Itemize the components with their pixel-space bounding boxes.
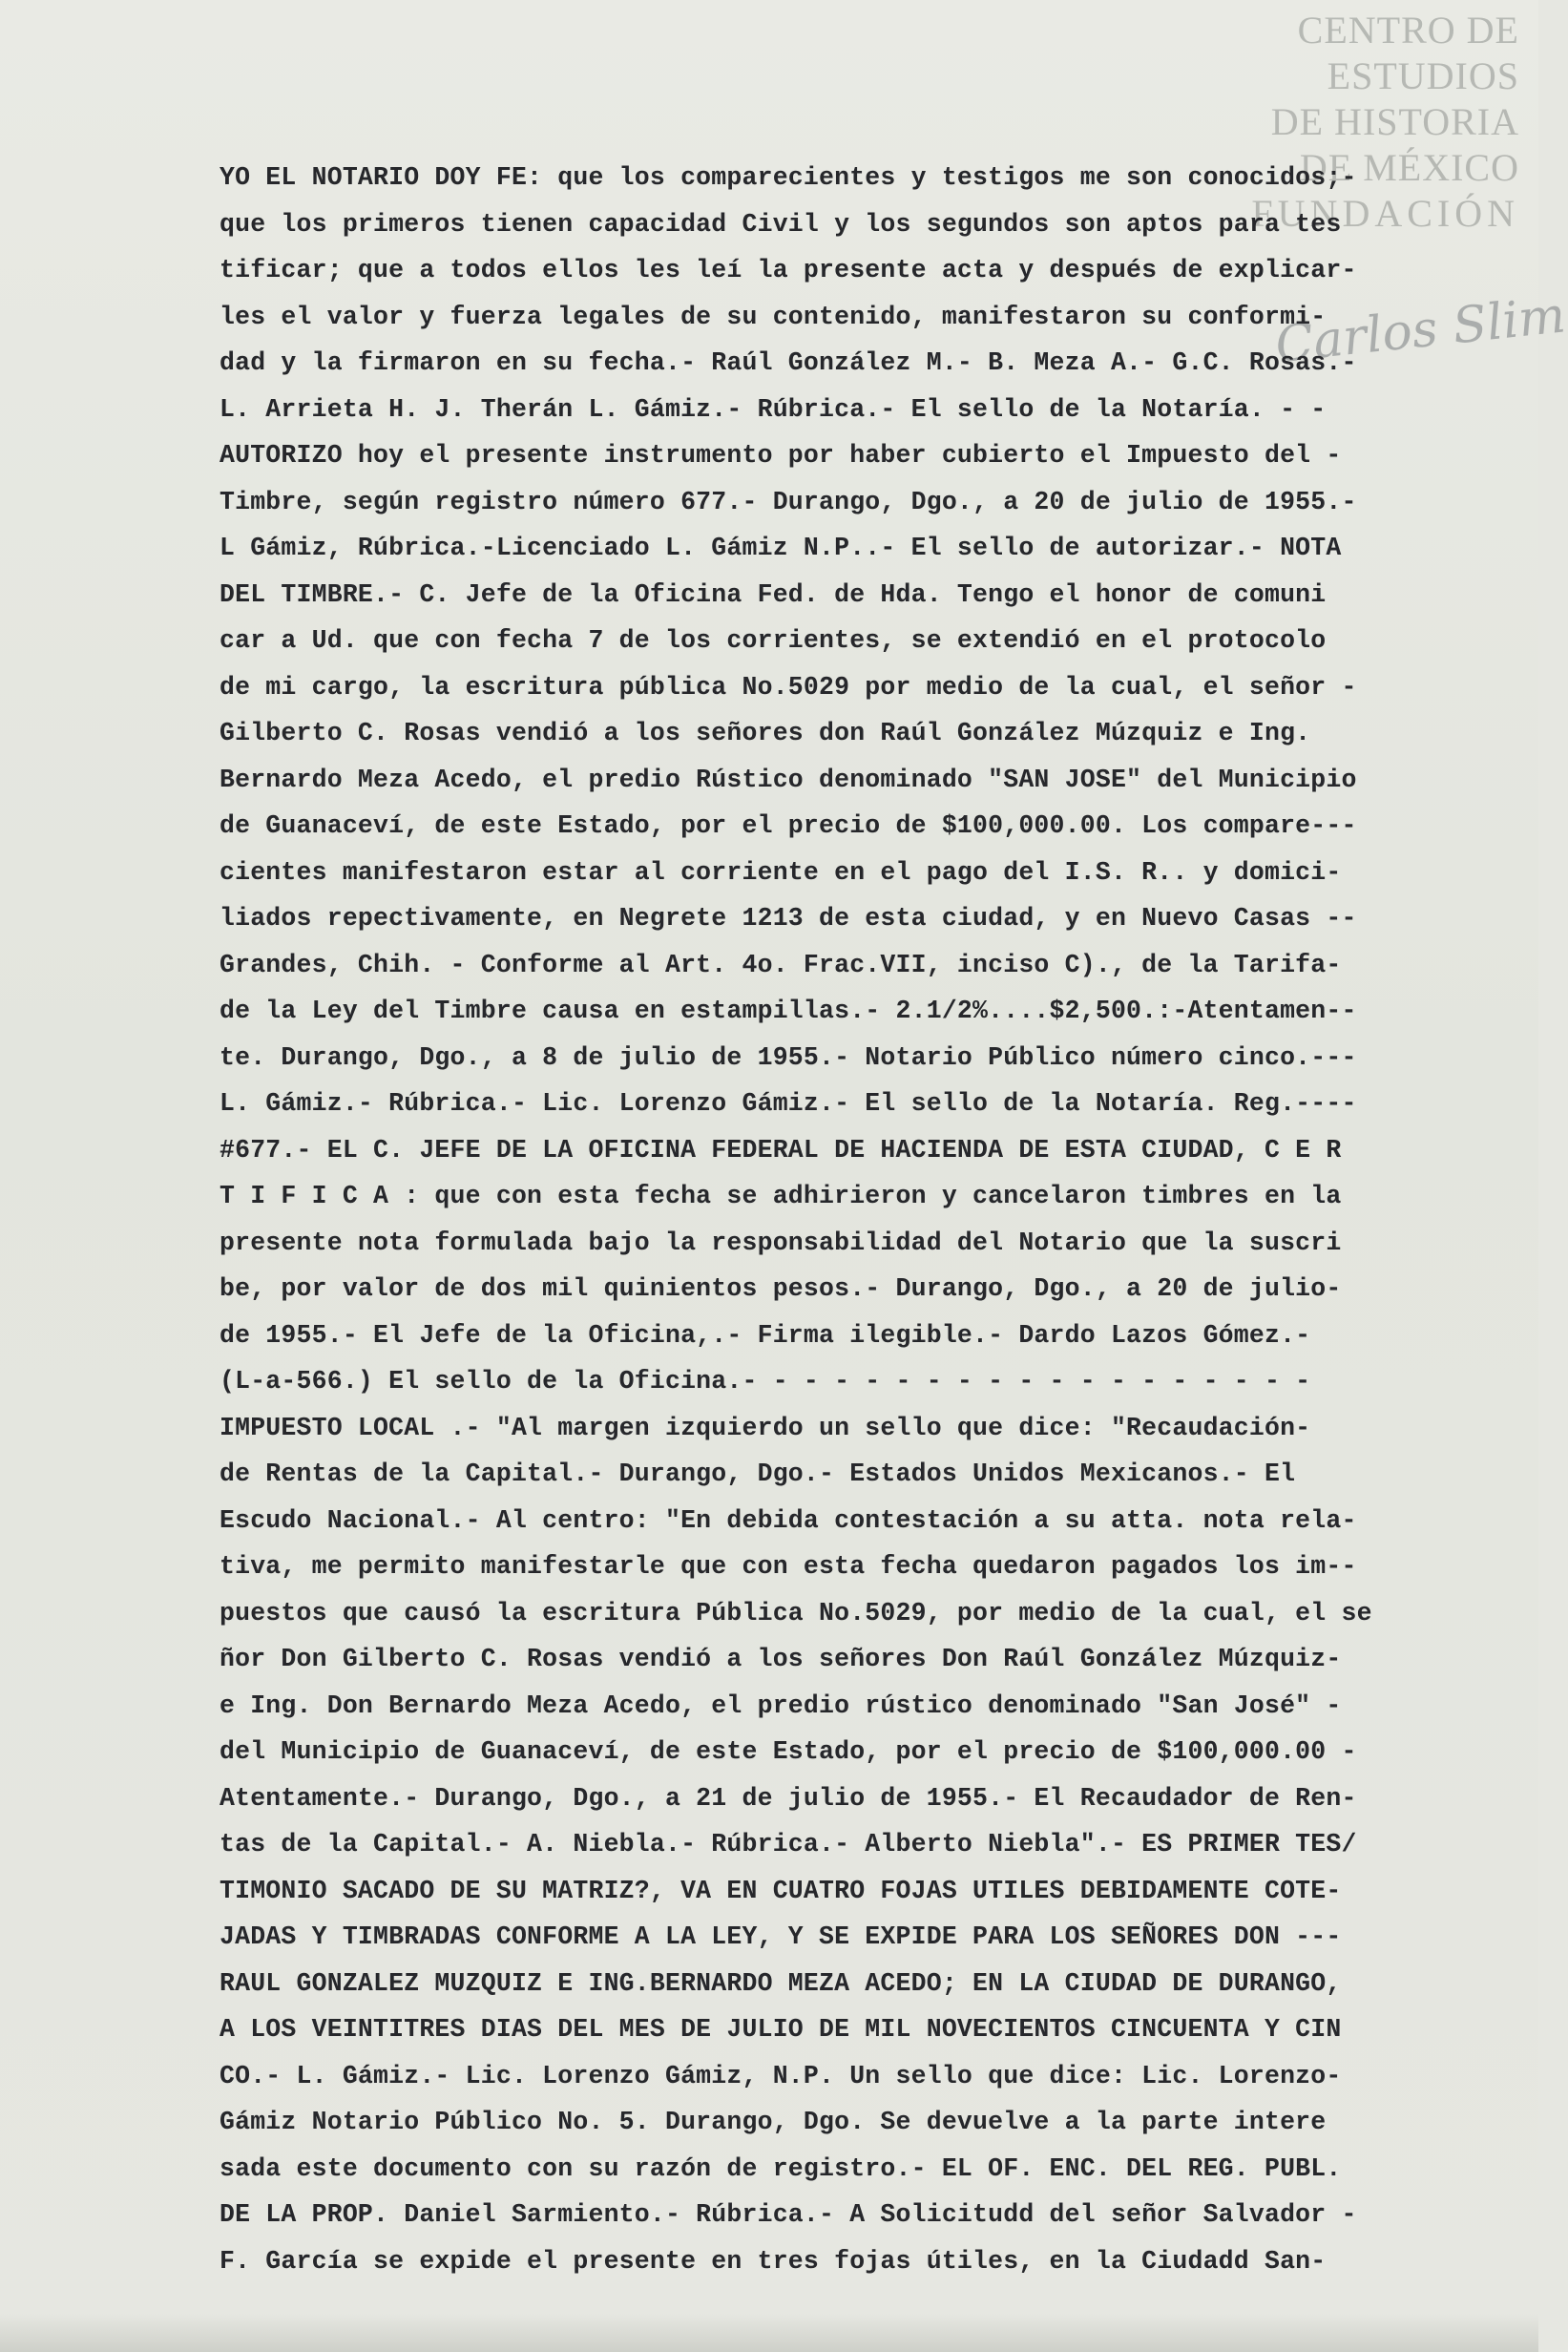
text-line: cientes manifestaron estar al corriente en el pago del I.S. R.. y domici- [220, 857, 1342, 887]
page-bottom-shadow [0, 2314, 1538, 2352]
stamp-line: CENTRO DE [1297, 9, 1519, 52]
text-line: L. Gámiz.- Rúbrica.- Lic. Lorenzo Gámiz.- El sello de la Notaría. Reg.---- [220, 1089, 1357, 1118]
text-line: ñor Don Gilberto C. Rosas vendió a los señores Don Raúl González Múzquiz- [220, 1645, 1342, 1673]
stamp-line: DE MÉXICO [1299, 146, 1519, 189]
text-line: sada este documento con su razón de registro.- EL OF. ENC. DEL REG. PUBL. [220, 2153, 1342, 2183]
text-line: de 1955.- El Jefe de la Oficina,.- Firma ilegible.- Dardo Lazos Gómez.- [220, 1320, 1311, 1350]
text-line: Timbre, según registro número 677.- Durango, Dgo., a 20 de julio de 1955.- [220, 487, 1357, 516]
text-line: tas de la Capital.- A. Niebla.- Rúbrica.- Alberto Niebla".- ES PRIMER TES/ [220, 1830, 1357, 1858]
text-line: les el valor y fuerza legales de su contenido, manifestaron su conformi- [220, 302, 1327, 331]
text-line: Bernardo Meza Acedo, el predio Rústico denominado "SAN JOSE" del Municipio [220, 765, 1357, 794]
text-line: e Ing. Don Bernardo Meza Acedo, el predio rústico denominado "San José" - [220, 1690, 1342, 1720]
text-line: car a Ud. que con fecha 7 de los corrientes, se extendió en el protocolo [220, 626, 1327, 655]
handwritten-signature: Carlos Slim [1272, 286, 1568, 374]
text-line: AUTORIZO hoy el presente instrumento por haber cubierto el Impuesto del - [220, 441, 1342, 470]
stamp-line: ESTUDIOS [1327, 54, 1519, 97]
text-line: tificar; que a todos ellos les leí la presente acta y después de explicar- [220, 256, 1357, 284]
typewritten-body [220, 155, 1412, 2284]
text-line: JADAS Y TIMBRADAS CONFORME A LA LEY, Y SE EXPIDE PARA LOS SEÑORES DON --- [220, 1922, 1342, 1951]
text-line: te. Durango, Dgo., a 8 de julio de 1955.- Notario Público número cinco.--- [220, 1042, 1357, 1072]
text-line: L Gámiz, Rúbrica.-Licenciado L. Gámiz N.P..- El sello de autorizar.- NOTA [220, 534, 1342, 562]
text-line: (L-a-566.) El sello de la Oficina.- - - - - - - - - - - - - - - - - - - [220, 1367, 1311, 1396]
text-line: tiva, me permito manifestarle que con esta fecha quedaron pagados los im-- [220, 1552, 1357, 1581]
text-line: T I F I C A : que con esta fecha se adhirieron y cancelaron timbres en la [220, 1182, 1342, 1210]
text-line: Atentamente.- Durango, Dgo., a 21 de julio de 1955.- El Recaudador de Ren- [220, 1783, 1357, 1813]
text-line: #677.- EL C. JEFE DE LA OFICINA FEDERAL DE HACIENDA DE ESTA CIUDAD, C E R [220, 1135, 1342, 1165]
text-line: A LOS VEINTITRES DIAS DEL MES DE JULIO DE MIL NOVECIENTOS CINCUENTA Y CIN [220, 2015, 1342, 2044]
text-line: RAUL GONZALEZ MUZQUIZ E ING.BERNARDO MEZA ACEDO; EN LA CIUDAD DE DURANGO, [220, 1968, 1342, 1998]
text-line: DEL TIMBRE.- C. Jefe de la Oficina Fed. de Hda. Tengo el honor de comuni [220, 579, 1327, 609]
text-line: Grandes, Chih. - Conforme al Art. 4o. Frac.VII, inciso C)., de la Tarifa- [220, 950, 1342, 979]
text-line: de Guanaceví, de este Estado, por el precio de $100,000.00. Los compare--- [220, 811, 1357, 840]
stamp-line: FUNDACIÓN [1251, 192, 1519, 235]
text-line: de la Ley del Timbre causa en estampillas.- 2.1/2%....$2,500.:-Atentamen-- [220, 997, 1357, 1025]
text-line: L. Arrieta H. J. Therán L. Gámiz.- Rúbrica.- El sello de la Notaría. - - [220, 394, 1327, 424]
text-line: de mi cargo, la escritura pública No.5029 por medio de la cual, el señor - [220, 672, 1357, 702]
text-line: IMPUESTO LOCAL .- "Al margen izquierdo un sello que dice: "Recaudación- [220, 1413, 1311, 1442]
text-line: F. García se expide el presente en tres fojas útiles, en la Ciudadd San- [220, 2246, 1327, 2276]
text-line: be, por valor de dos mil quinientos pesos.- Durango, Dgo., a 20 de julio- [220, 1274, 1342, 1303]
text-line: Gilberto C. Rosas vendió a los señores don Raúl González Múzquiz e Ing. [220, 719, 1311, 747]
text-line: presente nota formulada bajo la responsabilidad del Notario que la suscri [220, 1228, 1342, 1257]
text-line: dad y la firmaron en su fecha.- Raúl González M.- B. Meza A.- G.C. Rosas.- [220, 348, 1357, 377]
text-line: TIMONIO SACADO DE SU MATRIZ?, VA EN CUATRO FOJAS UTILES DEBIDAMENTE COTE- [220, 1876, 1342, 1905]
text-line: Escudo Nacional.- Al centro: "En debida contestación a su atta. nota rela- [220, 1505, 1357, 1535]
text-line: Gámiz Notario Público No. 5. Durango, Dgo. Se devuelve a la parte intere [220, 2108, 1327, 2136]
stamp-line: DE HISTORIA [1270, 100, 1519, 143]
text-line: liados repectivamente, en Negrete 1213 de esta ciudad, y en Nuevo Casas -- [220, 904, 1357, 933]
text-line: del Municipio de Guanaceví, de este Estado, por el precio de $100,000.00 - [220, 1737, 1357, 1766]
text-line: YO EL NOTARIO DOY FE: que los comparecientes y testigos me son conocidos;- [220, 163, 1357, 192]
text-line: puestos que causó la escritura Pública No.5029, por medio de la cual, el se [220, 1598, 1372, 1628]
text-line: de Rentas de la Capital.- Durango, Dgo.- Estados Unidos Mexicanos.- El [220, 1460, 1296, 1488]
text-line: CO.- L. Gámiz.- Lic. Lorenzo Gámiz, N.P. Un sello que dice: Lic. Lorenzo- [220, 2061, 1342, 2090]
text-line: DE LA PROP. Daniel Sarmiento.- Rúbrica.- A Solicitudd del señor Salvador - [220, 2200, 1357, 2229]
text-line: que los primeros tienen capacidad Civil y los segundos son aptos para tes [220, 209, 1342, 239]
